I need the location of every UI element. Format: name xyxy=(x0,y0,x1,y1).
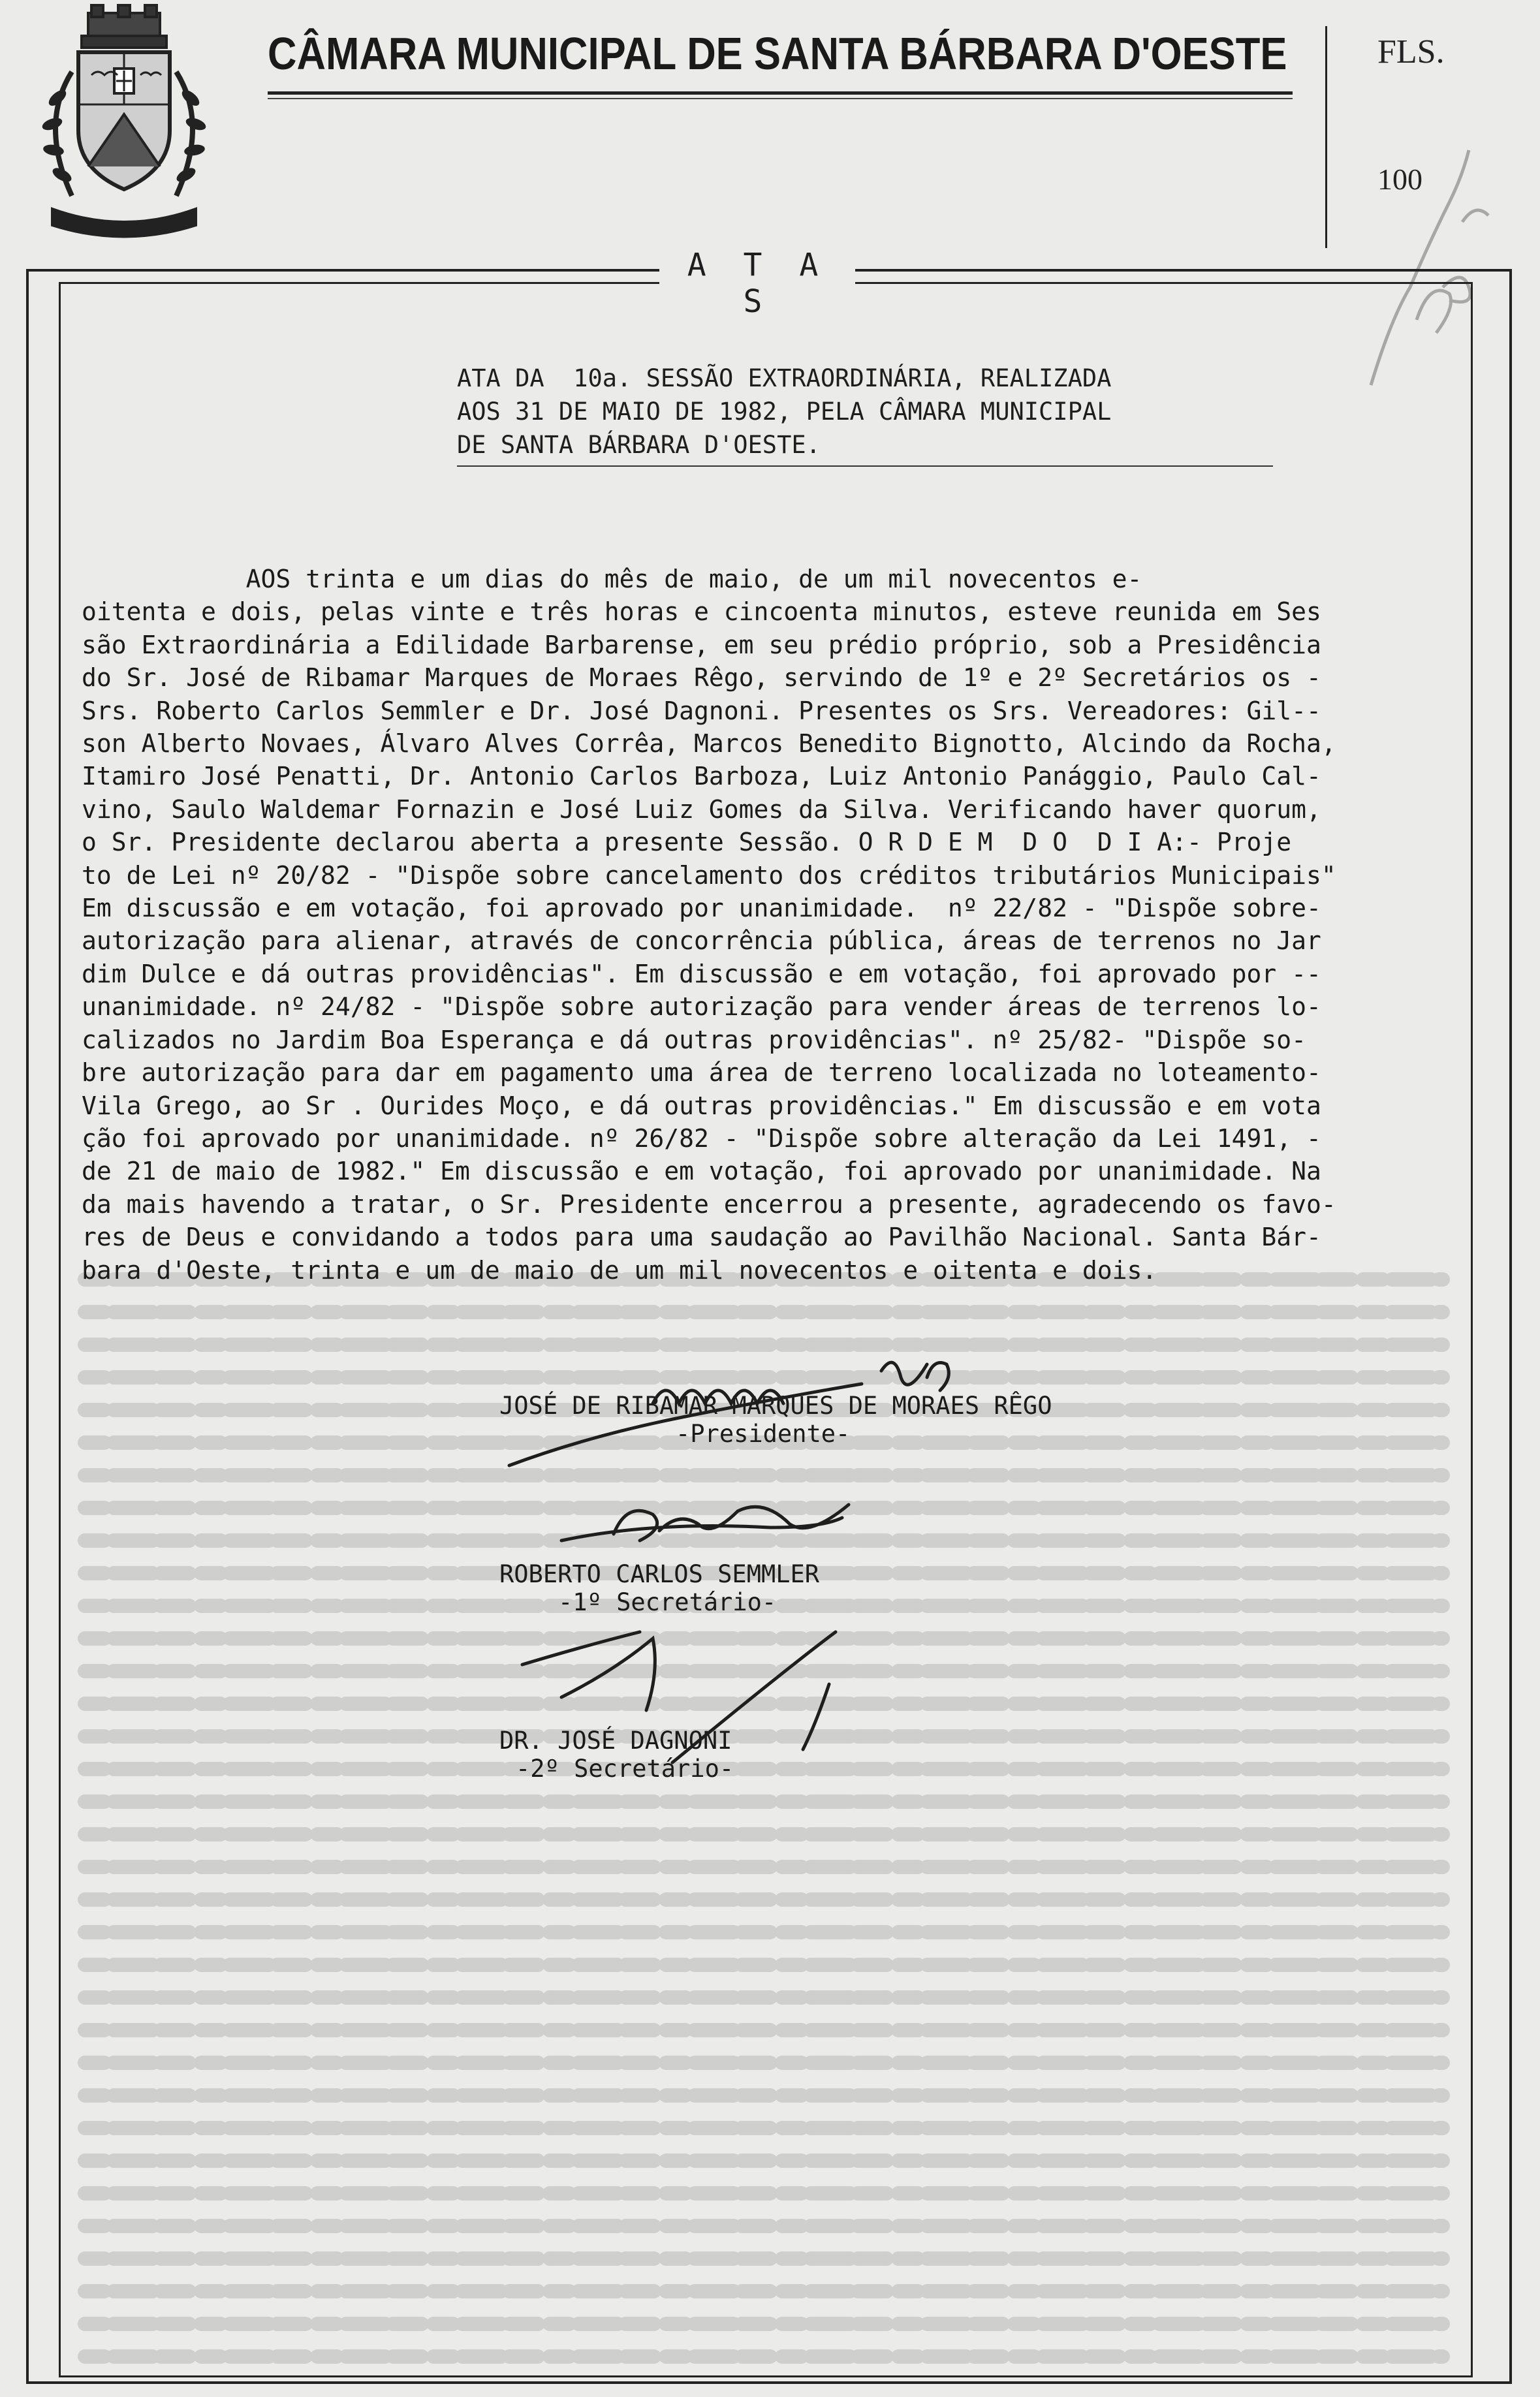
minutes-body xyxy=(82,563,1466,1287)
minutes-header-line: AOS 31 DE MAIO DE 1982, PELA CÂMARA MUNICIPAL xyxy=(457,398,1112,426)
coat-of-arms-icon xyxy=(26,0,222,242)
page-number: 100 xyxy=(1377,163,1422,196)
body-line: Em discussão e em votação, foi aprovado por unanimidade. nº 22/82 - "Dispõe sobre- xyxy=(82,894,1321,923)
body-line: to de Lei nº 20/82 - "Dispõe sobre cancelamento dos créditos tributários Municipais" xyxy=(82,860,1336,890)
body-line: calizados no Jardim Boa Esperança e dá outras providências". nº 25/82- "Dispõe so- xyxy=(82,1025,1306,1054)
body-line: bara d'Oeste, trinta e um de maio de um mil novecentos e oitenta e dois. xyxy=(82,1255,1157,1285)
minutes-header-underline xyxy=(457,465,1273,467)
title-underline xyxy=(268,91,1293,95)
signatory-role: -2º Secretário- xyxy=(516,1755,734,1783)
body-line: vino, Saulo Waldemar Fornazin e José Luiz Gomes da Silva. Verificando haver quorum, xyxy=(82,794,1321,824)
body-line: bre autorização para dar em pagamento uma área de terreno localizada no loteamento- xyxy=(82,1058,1321,1088)
body-line: do Sr. José de Ribamar Marques de Moraes Rêgo, servindo de 1º e 2º Secretários os - xyxy=(82,663,1321,693)
section-label: A T A S xyxy=(659,243,855,324)
signatory-name: JOSÉ DE RIBAMAR MARQUES DE MORAES RÊGO xyxy=(499,1392,1052,1420)
council-name-heading: CÂMARA MUNICIPAL DE SANTA BÁRBARA D'OESTE xyxy=(268,28,1287,79)
signatory-role: -1º Secretário- xyxy=(558,1588,777,1616)
body-line: são Extraordinária a Edilidade Barbarense, em seu prédio próprio, sob a Presidência xyxy=(82,630,1321,659)
body-line: dim Dulce e dá outras providências". Em discussão e em votação, foi aprovado por -- xyxy=(82,959,1321,988)
signature-block-president xyxy=(499,1392,1052,1448)
body-line: da mais havendo a tratar, o Sr. Presidente encerrou a presente, agradecendo os favo- xyxy=(82,1189,1336,1219)
body-line: Itamiro José Penatti, Dr. Antonio Carlos Barboza, Luiz Antonio Panággio, Paulo Cal- xyxy=(82,762,1321,791)
body-line: o Sr. Presidente declarou aberta a presente Sessão. O R D E M D O D I A:- Proje xyxy=(82,828,1292,857)
fls-label: FLS. xyxy=(1377,33,1445,70)
signatory-name: DR. JOSÉ DAGNONI xyxy=(499,1727,732,1755)
minutes-header xyxy=(457,362,1111,462)
body-line: ção foi aprovado por unanimidade. nº 26/82 - "Dispõe sobre alteração da Lei 1491, - xyxy=(82,1123,1321,1153)
body-line: unanimidade. nº 24/82 - "Dispõe sobre autorização para vender áreas de terrenos lo- xyxy=(82,992,1321,1022)
body-line: Vila Grego, ao Sr . Ourides Moço, e dá outras providências." Em discussão e em vota xyxy=(82,1091,1321,1120)
signatory-role: -Presidente- xyxy=(676,1420,851,1448)
body-line: de 21 de maio de 1982." Em discussão e em votação, foi aprovado por unanimidade. Na xyxy=(82,1157,1321,1186)
header-divider xyxy=(1325,26,1327,248)
signatory-name: ROBERTO CARLOS SEMMLER xyxy=(499,1560,820,1588)
minutes-header-line: ATA DA 10a. SESSÃO EXTRAORDINÁRIA, REALIZADA xyxy=(457,364,1112,392)
body-line: AOS trinta e um dias do mês de maio, de um mil novecentos e- xyxy=(82,565,1142,593)
minutes-header-line: DE SANTA BÁRBARA D'OESTE. xyxy=(457,431,821,459)
signature-block-second-secretary xyxy=(499,1727,734,1783)
body-line: Srs. Roberto Carlos Semmler e Dr. José Dagnoni. Presentes os Srs. Vereadores: Gil-- xyxy=(82,696,1321,725)
title-underline-thin xyxy=(268,98,1293,99)
body-line: res de Deus e convidando a todos para uma saudação ao Pavilhão Nacional. Santa Bár- xyxy=(82,1223,1321,1252)
body-line: son Alberto Novaes, Álvaro Alves Corrêa, Marcos Benedito Bignotto, Alcindo da Rocha, xyxy=(82,729,1336,759)
body-line: autorização para alienar, através de concorrência pública, áreas de terrenos no Jar xyxy=(82,926,1321,956)
signature-block-first-secretary xyxy=(499,1560,819,1616)
body-line: oitenta e dois, pelas vinte e três horas e cincoenta minutos, esteve reunida em Ses xyxy=(82,597,1321,627)
